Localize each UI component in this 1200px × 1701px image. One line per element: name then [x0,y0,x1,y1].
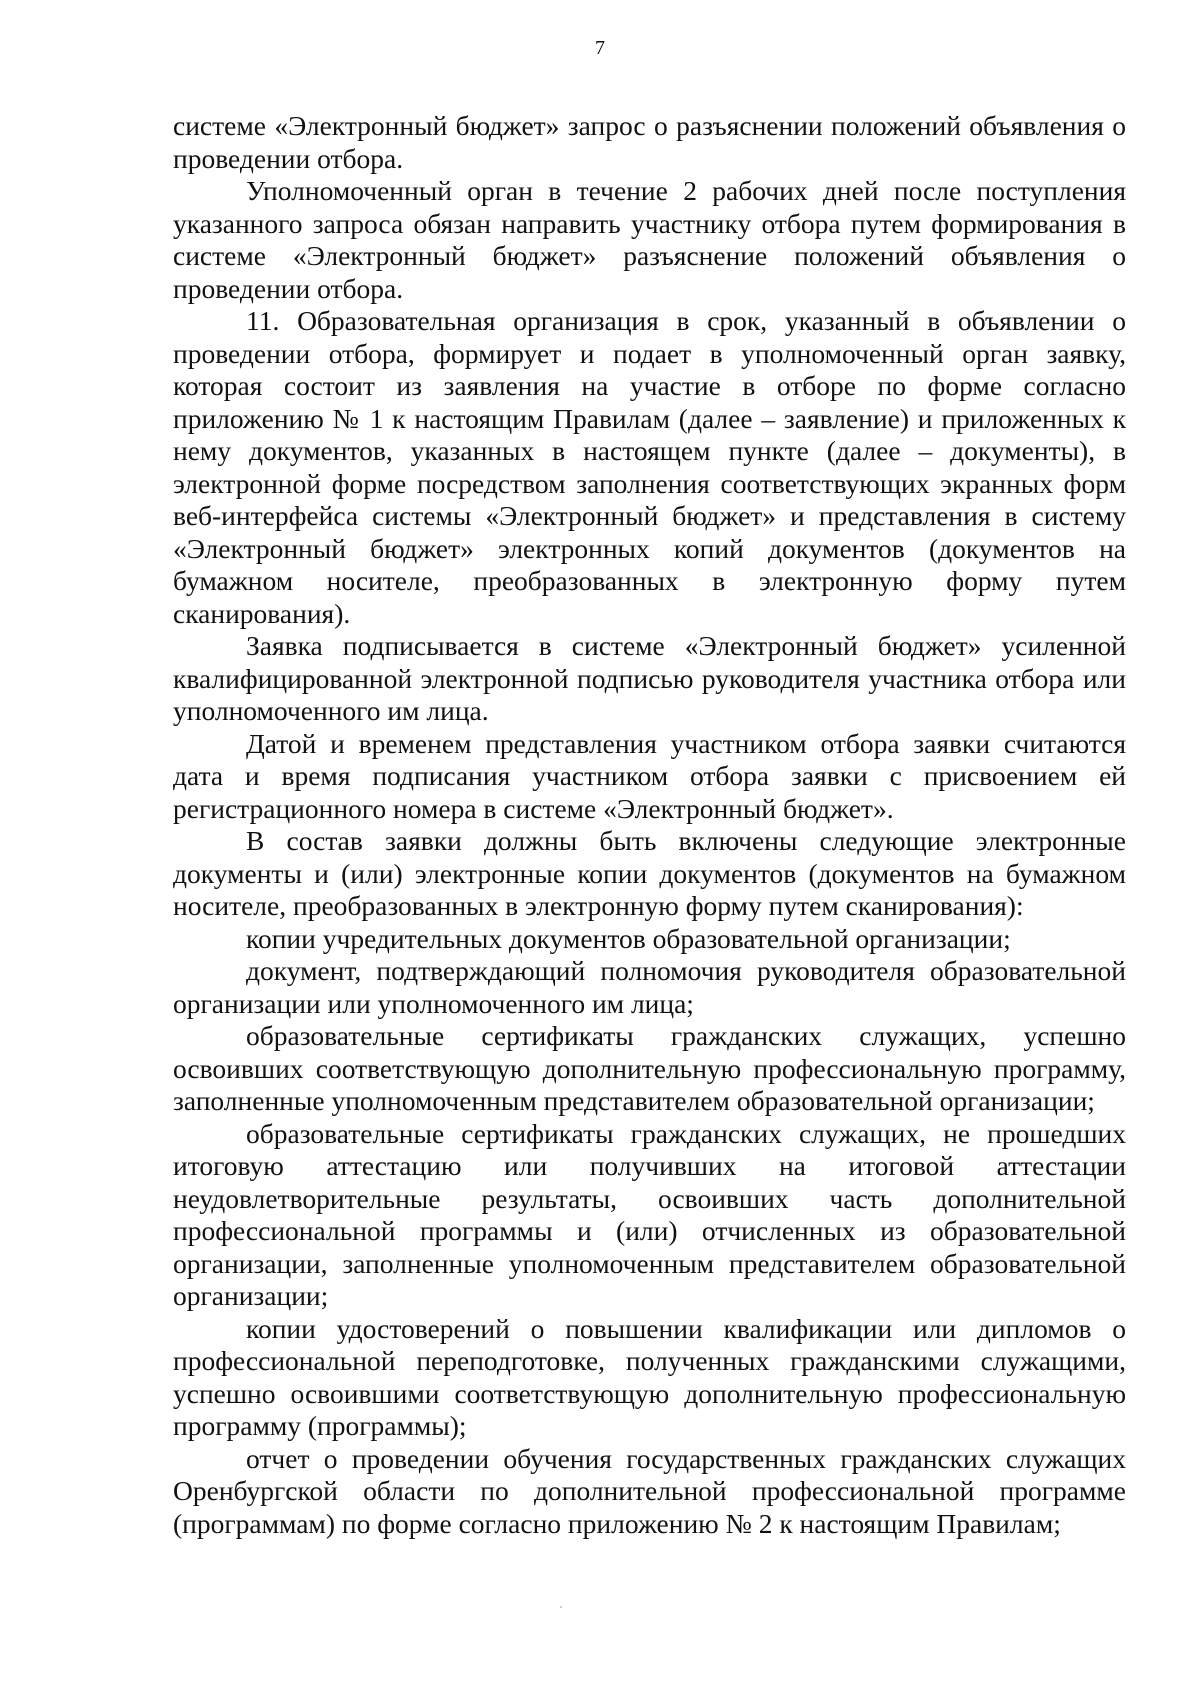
page-number: 7 [595,37,605,59]
paragraph-application-contents: В состав заявки должны быть включены следующие электронные документы и (или) электронные копии документов (документов на бумажном носителе, преобразованных в электронную форму путем сканирования): [173,825,1126,921]
paragraph-submission-date: Датой и временем представления участником отбора заявки считаются дата и время подписания участником отбора заявки с присвоением ей регистрационного номера в системе «Электронный бюджет». [173,727,1126,824]
list-item-qualification-copies: копии удостоверений о повышении квалификации или дипломов о профессиональной переподготовке, полученных гражданскими служащими, успешно освоившими соответствующую дополнительную профессиональную программу (программы); [173,1312,1126,1441]
paragraph-continuation: системе «Электронный бюджет» запрос о разъяснении положений объявления о проведении отбора. [173,110,1126,174]
scan-speck [560,1606,562,1608]
list-item-founding-documents: копии учредительных документов образовательной организации; [246,922,1011,954]
list-item-certificates-completed: образовательные сертификаты гражданских служащих, успешно освоивших соответствующую дополнительную профессиональную программу, заполненные уполномоченным представителем образовательной организации; [173,1020,1126,1116]
list-item-training-report: отчет о проведении обучения государственных гражданских служащих Оренбургской области по дополнительной профессиональной программе (программам) по форме согласно приложению № 2 к настоящим Правилам; [173,1442,1126,1539]
list-item-authority-document: документ, подтверждающий полномочия руководителя образовательной организации или уполномоченного им лица; [173,955,1126,1019]
paragraph-item-11: 11. Образовательная организация в срок, указанный в объявлении о проведении отбора, формирует и подает в уполномоченный орган заявку, которая состоит из заявления на участие в отборе по форме согласно приложению № 1 к настоящим Правилам (далее – заявление) и приложенных к нему документов, указанных в настоящем пункте (далее – документы), в электронной форме посредством заполнения соответствующих экранных форм веб-интерфейса системы «Электронный бюджет» и представления в систему «Электронный бюджет» электронных копий документов (документов на бумажном носителе, преобразованных в электронную форму путем сканирования). [173,305,1126,629]
document-body [173,110,1126,1540]
list-item-certificates-partial: образовательные сертификаты гражданских служащих, не прошедших итоговую аттестацию или получивших на итоговой аттестации неудовлетворительные результаты, освоивших часть дополнительной профессиональной программы и (или) отчисленных из образовательной организации, заполненные уполномоченным представителем образовательной организации; [173,1117,1126,1311]
paragraph-clarification-deadline: Уполномоченный орган в течение 2 рабочих дней после поступления указанного запроса обязан направить участнику отбора путем формирования в системе «Электронный бюджет» разъяснение положений объявления о проведении отбора. [173,175,1126,304]
paragraph-signature: Заявка подписывается в системе «Электронный бюджет» усиленной квалифицированной электронной подписью руководителя участника отбора или уполномоченного им лица. [173,630,1126,726]
